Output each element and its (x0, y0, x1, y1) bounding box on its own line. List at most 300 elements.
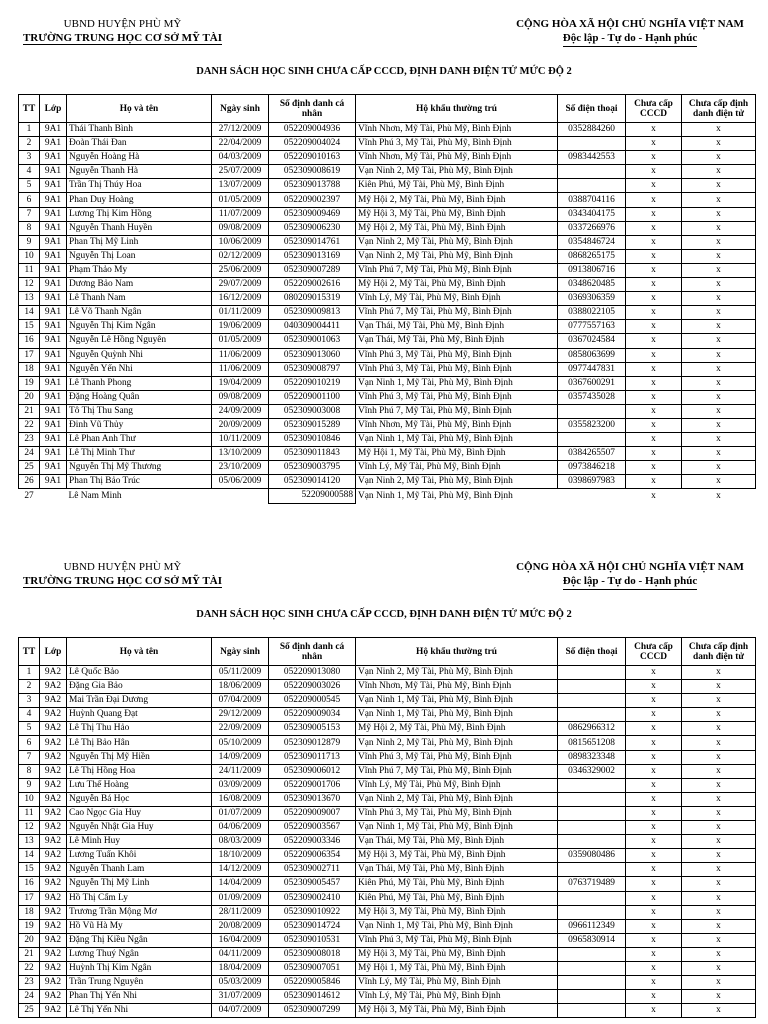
cell-phone: 0398697983 (558, 475, 626, 489)
cell-no-eid: x (682, 990, 756, 1004)
cell-id-number: 052309009813 (269, 306, 356, 320)
cell-class: 9A2 (40, 835, 67, 849)
cell-id-number: 052209003026 (269, 680, 356, 694)
cell-no-cccd: x (626, 764, 682, 778)
cell-class: 9A1 (40, 123, 67, 137)
cell-class: 9A2 (40, 736, 67, 750)
cell-dob: 22/04/2009 (212, 137, 269, 151)
cell-address: Mỹ Hội 2, Mỹ Tài, Phù Mỹ, Bình Định (356, 722, 558, 736)
table-row (19, 933, 756, 947)
cell-phone (558, 778, 626, 792)
table-header-row (19, 638, 756, 666)
cell-no-cccd: x (626, 249, 682, 263)
cell-address: Mỹ Hội 3, Mỹ Tài, Phù Mỹ, Bình Định (356, 905, 558, 919)
cell-no-eid: x (682, 694, 756, 708)
cell-phone (558, 1004, 626, 1018)
cell-no-cccd: x (626, 376, 682, 390)
cell-no-eid: x (682, 933, 756, 947)
document-header (0, 543, 768, 603)
cell-class: 9A2 (40, 947, 67, 961)
cell-id-number: 052309009469 (269, 207, 356, 221)
cell-no-cccd: x (626, 722, 682, 736)
cell-phone (558, 404, 626, 418)
table-row (19, 821, 756, 835)
table-row (19, 694, 756, 708)
cell-id-number: 052309014120 (269, 475, 356, 489)
cell-address: Vĩnh Nhơn, Mỹ Tài, Phù Mỹ, Bình Định (356, 680, 558, 694)
cell-class: 9A2 (40, 891, 67, 905)
cell-address: Mỹ Hội 2, Mỹ Tài, Phù Mỹ, Bình Định (356, 193, 558, 207)
table-row (19, 919, 756, 933)
cell-no-eid: x (682, 792, 756, 806)
table-row (19, 764, 756, 778)
cell-name: Lê Thanh Phong (67, 376, 212, 390)
cell-id-number: 052209000545 (269, 694, 356, 708)
cell-address: Mỹ Hội 1, Mỹ Tài, Phù Mỹ, Bình Định (356, 961, 558, 975)
cell-address: Vạn Ninh 2, Mỹ Tài, Phù Mỹ, Bình Định (356, 249, 558, 263)
cell-class: 9A1 (40, 404, 67, 418)
cell-phone (558, 961, 626, 975)
cell-address: Vĩnh Nhơn, Mỹ Tài, Phù Mỹ, Bình Định (356, 418, 558, 432)
column-header-address: Hộ khẩu thường trú (356, 638, 558, 666)
table-row (19, 418, 756, 432)
table-row (19, 249, 756, 263)
table-row (19, 151, 756, 165)
cell-dob: 02/12/2009 (212, 249, 269, 263)
cell-name: Huỳnh Thị Kim Ngân (67, 961, 212, 975)
cell-no-cccd: x (626, 306, 682, 320)
column-header-no-eid: Chưa cấp định danh điện tử (682, 638, 756, 666)
cell-phone: 0983442553 (558, 151, 626, 165)
cell-phone (558, 694, 626, 708)
cell-no-cccd: x (626, 390, 682, 404)
cell-class: 9A2 (40, 849, 67, 863)
cell-tt: 20 (19, 390, 40, 404)
table-row (19, 404, 756, 418)
table-body (19, 123, 756, 504)
cell-name: Lê Thị Thu Hảo (67, 722, 212, 736)
cell-no-eid: x (682, 666, 756, 680)
cell-phone: 0367024584 (558, 334, 626, 348)
nation-name: CỘNG HÒA XÃ HỘI CHỦ NGHĨA VIỆT NAM (516, 561, 744, 573)
cell-name: Lê Thị Bảo Hân (67, 736, 212, 750)
table-row (19, 179, 756, 193)
table-row (19, 961, 756, 975)
cell-phone (558, 976, 626, 990)
table-row (19, 263, 756, 277)
cell-tt: 7 (19, 207, 40, 221)
cell-id-number: 052309003008 (269, 404, 356, 418)
document-header (0, 0, 768, 60)
cell-class: 9A2 (40, 750, 67, 764)
cell-id-number: 052209004024 (269, 137, 356, 151)
cell-id-number: 052309002410 (269, 891, 356, 905)
cell-tt: 6 (19, 193, 40, 207)
cell-address: Vĩnh Phú 3, Mỹ Tài, Phù Mỹ, Bình Định (356, 806, 558, 820)
org-name: UBND HUYỆN PHÙ MỸ (63, 18, 182, 30)
cell-id-number: 052209009034 (269, 708, 356, 722)
cell-dob: 25/07/2009 (212, 165, 269, 179)
cell-phone: 0815651208 (558, 736, 626, 750)
cell-id-number: 052209006354 (269, 849, 356, 863)
cell-class: 9A1 (40, 418, 67, 432)
cell-id-number: 052309010531 (269, 933, 356, 947)
cell-id-number: 052309013670 (269, 792, 356, 806)
cell-name: Phan Thị Mỹ Linh (67, 235, 212, 249)
cell-dob: 10/06/2009 (212, 235, 269, 249)
cell-dob: 23/10/2009 (212, 461, 269, 475)
cell-id-number: 052209004936 (269, 123, 356, 137)
cell-tt: 1 (19, 123, 40, 137)
cell-no-eid: x (682, 849, 756, 863)
cell-id-number: 052309005153 (269, 722, 356, 736)
table-row (19, 750, 756, 764)
cell-tt: 21 (19, 947, 40, 961)
table-row (19, 905, 756, 919)
cell-class: 9A2 (40, 1004, 67, 1018)
cell-dob: 04/07/2009 (212, 1004, 269, 1018)
table-row (19, 165, 756, 179)
column-header-dob: Ngày sinh (212, 638, 269, 666)
cell-class: 9A2 (40, 792, 67, 806)
document-title: DANH SÁCH HỌC SINH CHƯA CẤP CCCD, ĐỊNH DANH ĐIỆN TỬ MỨC ĐỘ 2 (196, 66, 572, 77)
cell-address: Mỹ Hội 3, Mỹ Tài, Phù Mỹ, Bình Định (356, 207, 558, 221)
cell-no-eid: x (682, 708, 756, 722)
column-header-address: Hộ khẩu thường trú (356, 95, 558, 123)
cell-name: Lê Thanh Nam (67, 292, 212, 306)
column-header-tt: TT (19, 95, 40, 123)
cell-no-cccd: x (626, 165, 682, 179)
cell-class: 9A2 (40, 694, 67, 708)
cell-no-eid: x (682, 292, 756, 306)
cell-tt: 17 (19, 348, 40, 362)
cell-tt: 7 (19, 750, 40, 764)
cell-class: 9A1 (40, 362, 67, 376)
cell-address: Mỹ Hội 3, Mỹ Tài, Phù Mỹ, Bình Định (356, 849, 558, 863)
cell-name: Nguyễn Thanh Lam (67, 863, 212, 877)
cell-no-eid: x (682, 778, 756, 792)
cell-dob: 03/09/2009 (212, 778, 269, 792)
cell-no-cccd: x (626, 334, 682, 348)
cell-tt: 19 (19, 919, 40, 933)
cell-name: Phạm Thảo My (67, 263, 212, 277)
cell-no-cccd: x (626, 821, 682, 835)
column-header-no-eid: Chưa cấp định danh điện tử (682, 95, 756, 123)
cell-no-eid: x (682, 764, 756, 778)
cell-name: Cao Ngọc Gia Huy (67, 806, 212, 820)
cell-dob: 08/03/2009 (212, 835, 269, 849)
cell-no-cccd: x (626, 835, 682, 849)
cell-dob: 24/11/2009 (212, 764, 269, 778)
nation-block (510, 17, 750, 47)
cell-phone: 0777557163 (558, 320, 626, 334)
cell-dob: 09/08/2009 (212, 390, 269, 404)
cell-name: Nguyễn Hoàng Hà (67, 151, 212, 165)
cell-phone (558, 821, 626, 835)
cell-name: Tô Thị Thu Sang (67, 404, 212, 418)
cell-id-number: 052309012879 (269, 736, 356, 750)
cell-no-eid: x (682, 418, 756, 432)
cell-phone (558, 708, 626, 722)
cell-no-eid: x (682, 151, 756, 165)
cell-no-eid: x (682, 306, 756, 320)
cell-id-number: 052209010219 (269, 376, 356, 390)
cell-address: Vạn Thái, Mỹ Tài, Phù Mỹ, Bình Định (356, 320, 558, 334)
cell-no-eid: x (682, 905, 756, 919)
cell-address: Vĩnh Phú 7, Mỹ Tài, Phù Mỹ, Bình Định (356, 263, 558, 277)
cell-no-eid: x (682, 235, 756, 249)
cell-no-cccd: x (626, 666, 682, 680)
cell-id-number: 052309014724 (269, 919, 356, 933)
table-row (19, 320, 756, 334)
cell-no-cccd: x (626, 849, 682, 863)
cell-phone (558, 680, 626, 694)
cell-name: Nguyễn Thị Loan (67, 249, 212, 263)
cell-name: Lưu Thế Hoàng (67, 778, 212, 792)
cell-address: Vĩnh Phú 3, Mỹ Tài, Phù Mỹ, Bình Định (356, 137, 558, 151)
section-9a1 (0, 0, 768, 501)
table-row (19, 348, 756, 362)
cell-address: Vạn Ninh 2, Mỹ Tài, Phù Mỹ, Bình Định (356, 736, 558, 750)
cell-address: Vĩnh Phú 3, Mỹ Tài, Phù Mỹ, Bình Định (356, 362, 558, 376)
cell-class: 9A2 (40, 821, 67, 835)
student-table (18, 637, 756, 1018)
cell-address: Vĩnh Phú 7, Mỹ Tài, Phù Mỹ, Bình Định (356, 306, 558, 320)
cell-tt: 24 (19, 447, 40, 461)
cell-tt: 8 (19, 764, 40, 778)
cell-id-number: 052309007289 (269, 263, 356, 277)
cell-no-eid: x (682, 362, 756, 376)
cell-dob: 19/06/2009 (212, 320, 269, 334)
cell-name: Đặng Gia Bảo (67, 680, 212, 694)
student-table (18, 94, 756, 504)
cell-tt: 23 (19, 433, 40, 447)
cell-dob: 01/09/2009 (212, 891, 269, 905)
cell-no-eid: x (682, 376, 756, 390)
cell-no-cccd: x (626, 708, 682, 722)
cell-no-cccd: x (626, 235, 682, 249)
cell-dob: 10/11/2009 (212, 433, 269, 447)
cell-name: Trương Trần Mộng Mơ (67, 905, 212, 919)
cell-class: 9A2 (40, 666, 67, 680)
cell-dob: 14/12/2009 (212, 863, 269, 877)
table-row (19, 390, 756, 404)
table-row (19, 863, 756, 877)
table-row (19, 221, 756, 235)
cell-no-cccd: x (626, 221, 682, 235)
cell-no-eid: x (682, 835, 756, 849)
cell-no-cccd: x (626, 750, 682, 764)
cell-id-number: 052309013788 (269, 179, 356, 193)
table-row (19, 123, 756, 137)
cell-id-number: 052309006012 (269, 764, 356, 778)
cell-address: Vạn Thái, Mỹ Tài, Phù Mỹ, Bình Định (356, 835, 558, 849)
cell-tt: 11 (19, 263, 40, 277)
cell-address: Vĩnh Lý, Mỹ Tài, Phù Mỹ, Bình Định (356, 976, 558, 990)
cell-tt: 3 (19, 151, 40, 165)
cell-dob: 05/11/2009 (212, 666, 269, 680)
table-row (19, 306, 756, 320)
cell-class: 9A2 (40, 806, 67, 820)
cell-phone: 0352884260 (558, 123, 626, 137)
cell-class: 9A1 (40, 151, 67, 165)
cell-dob: 04/06/2009 (212, 821, 269, 835)
cell-class: 9A2 (40, 976, 67, 990)
cell-no-eid: x (682, 976, 756, 990)
cell-phone: 0862966312 (558, 722, 626, 736)
cell-no-eid: x (682, 750, 756, 764)
cell-no-cccd: x (626, 694, 682, 708)
cell-no-eid: x (682, 447, 756, 461)
cell-name: Lê Minh Huy (67, 835, 212, 849)
cell-id-number: 052209002616 (269, 278, 356, 292)
cell-address: Vĩnh Nhơn, Mỹ Tài, Phù Mỹ, Bình Định (356, 123, 558, 137)
cell-id-number: 052309003795 (269, 461, 356, 475)
cell-tt: 15 (19, 863, 40, 877)
cell-dob: 20/08/2009 (212, 919, 269, 933)
cell-address: Vạn Ninh 1, Mỹ Tài, Phù Mỹ, Bình Định (356, 433, 558, 447)
cell-phone: 0763719489 (558, 877, 626, 891)
cell-dob: 20/09/2009 (212, 418, 269, 432)
cell-address: Vĩnh Nhơn, Mỹ Tài, Phù Mỹ, Bình Định (356, 151, 558, 165)
table-row (19, 891, 756, 905)
motto: Độc lập - Tự do - Hạnh phúc (563, 31, 697, 47)
cell-phone (558, 137, 626, 151)
school-name: TRƯỜNG TRUNG HỌC CƠ SỞ MỸ TÀI (22, 32, 223, 44)
cell-class: 9A1 (40, 179, 67, 193)
cell-no-eid: x (716, 490, 721, 501)
cell-dob: 27/12/2009 (212, 123, 269, 137)
cell-dob: 29/12/2009 (212, 708, 269, 722)
cell-no-eid: x (682, 961, 756, 975)
cell-tt: 10 (19, 249, 40, 263)
table-row (19, 990, 756, 1004)
table-row (19, 680, 756, 694)
document-title: DANH SÁCH HỌC SINH CHƯA CẤP CCCD, ĐỊNH DANH ĐIỆN TỬ MỨC ĐỘ 2 (196, 609, 572, 620)
cell-phone (558, 905, 626, 919)
cell-dob: 25/06/2009 (212, 263, 269, 277)
cell-name: Đinh Vũ Thủy (67, 418, 212, 432)
cell-address: Mỹ Hội 2, Mỹ Tài, Phù Mỹ, Bình Định (356, 278, 558, 292)
cell-dob: 16/12/2009 (212, 292, 269, 306)
cell-address: Vĩnh Phú 3, Mỹ Tài, Phù Mỹ, Bình Định (356, 348, 558, 362)
column-header-dob: Ngày sinh (212, 95, 269, 123)
cell-address: Vạn Ninh 1, Mỹ Tài, Phù Mỹ, Bình Định (356, 694, 558, 708)
cell-name: Phan Duy Hoàng (67, 193, 212, 207)
cell-no-cccd: x (626, 947, 682, 961)
cell-tt: 13 (19, 292, 40, 306)
cell-class: 9A1 (40, 235, 67, 249)
cell-phone: 0355823200 (558, 418, 626, 432)
cell-class: 9A2 (40, 764, 67, 778)
cell-address: Vạn Ninh 2, Mỹ Tài, Phù Mỹ, Bình Định (356, 666, 558, 680)
cell-tt: 22 (19, 961, 40, 975)
cell-id-number: 052309014612 (269, 990, 356, 1004)
cell-tt: 5 (19, 179, 40, 193)
column-header-id-number: Số định danh cá nhân (269, 638, 356, 666)
column-header-no-cccd: Chưa cấp CCCD (626, 638, 682, 666)
cell-class: 9A2 (40, 905, 67, 919)
table-row (19, 666, 756, 680)
cell-phone (558, 863, 626, 877)
cell-id-number: 052309013060 (269, 348, 356, 362)
cell-tt: 15 (19, 320, 40, 334)
cell-phone: 0898323348 (558, 750, 626, 764)
cell-address: Vạn Ninh 1, Mỹ Tài, Phù Mỹ, Bình Định (356, 919, 558, 933)
cell-class: 9A1 (40, 475, 67, 489)
cell-class: 9A1 (40, 193, 67, 207)
cell-phone: 0359080486 (558, 849, 626, 863)
cell-id-number: 052209001706 (269, 778, 356, 792)
cell-name: Hồ Thị Cẩm Ly (67, 891, 212, 905)
cell-id-number: 052209003567 (269, 821, 356, 835)
cell-no-eid: x (682, 806, 756, 820)
cell-no-eid: x (682, 348, 756, 362)
cell-name: Trần Trung Nguyên (67, 976, 212, 990)
cell-id-number: 040309004411 (269, 320, 356, 334)
cell-class: 9A1 (40, 348, 67, 362)
cell-class: 9A2 (40, 863, 67, 877)
cell-no-eid: x (682, 722, 756, 736)
cell-phone (558, 489, 626, 503)
cell-class: 9A1 (40, 390, 67, 404)
cell-no-cccd: x (626, 362, 682, 376)
table-row (19, 708, 756, 722)
cell-dob: 13/07/2009 (212, 179, 269, 193)
cell-phone: 0343404175 (558, 207, 626, 221)
cell-tt: 4 (19, 165, 40, 179)
cell-no-eid: x (682, 193, 756, 207)
cell-no-cccd: x (626, 207, 682, 221)
cell-dob: 11/06/2009 (212, 348, 269, 362)
cell-tt: 3 (19, 694, 40, 708)
cell-class: 9A1 (40, 263, 67, 277)
table-row (19, 447, 756, 461)
cell-no-cccd: x (626, 123, 682, 137)
cell-dob: 31/07/2009 (212, 990, 269, 1004)
cell-name: Đặng Thị Kiều Ngân (67, 933, 212, 947)
cell-dob: 04/03/2009 (212, 151, 269, 165)
cell-no-cccd: x (626, 806, 682, 820)
cell-no-eid: x (682, 433, 756, 447)
cell-phone: 0977447831 (558, 362, 626, 376)
nation-block (510, 560, 750, 590)
cell-no-eid: x (682, 404, 756, 418)
cell-address: Vĩnh Lý, Mỹ Tài, Phù Mỹ, Bình Định (356, 461, 558, 475)
table-row (19, 778, 756, 792)
cell-tt: 16 (19, 334, 40, 348)
cell-address: Vĩnh Lý, Mỹ Tài, Phù Mỹ, Bình Định (356, 778, 558, 792)
cell-tt: 11 (19, 806, 40, 820)
cell-class: 9A1 (40, 249, 67, 263)
cell-no-cccd: x (626, 961, 682, 975)
cell-no-cccd: x (626, 792, 682, 806)
cell-name: Dương Bảo Nam (67, 278, 212, 292)
cell-no-eid: x (682, 891, 756, 905)
cell-tt: 9 (19, 235, 40, 249)
cell-name: Thái Thanh Bình (67, 123, 212, 137)
table-row (19, 193, 756, 207)
cell-class: 9A2 (40, 722, 67, 736)
cell-class: 9A1 (40, 292, 67, 306)
cell-address: Mỹ Hội 3, Mỹ Tài, Phù Mỹ, Bình Định (356, 947, 558, 961)
cell-address: Vĩnh Phú 3, Mỹ Tài, Phù Mỹ, Bình Định (356, 390, 558, 404)
cell-address: Vạn Ninh 1, Mỹ Tài, Phù Mỹ, Bình Định (358, 490, 513, 501)
cell-class: 9A1 (40, 433, 67, 447)
cell-dob: 18/04/2009 (212, 961, 269, 975)
cell-tt: 6 (19, 736, 40, 750)
cell-no-cccd: x (626, 778, 682, 792)
